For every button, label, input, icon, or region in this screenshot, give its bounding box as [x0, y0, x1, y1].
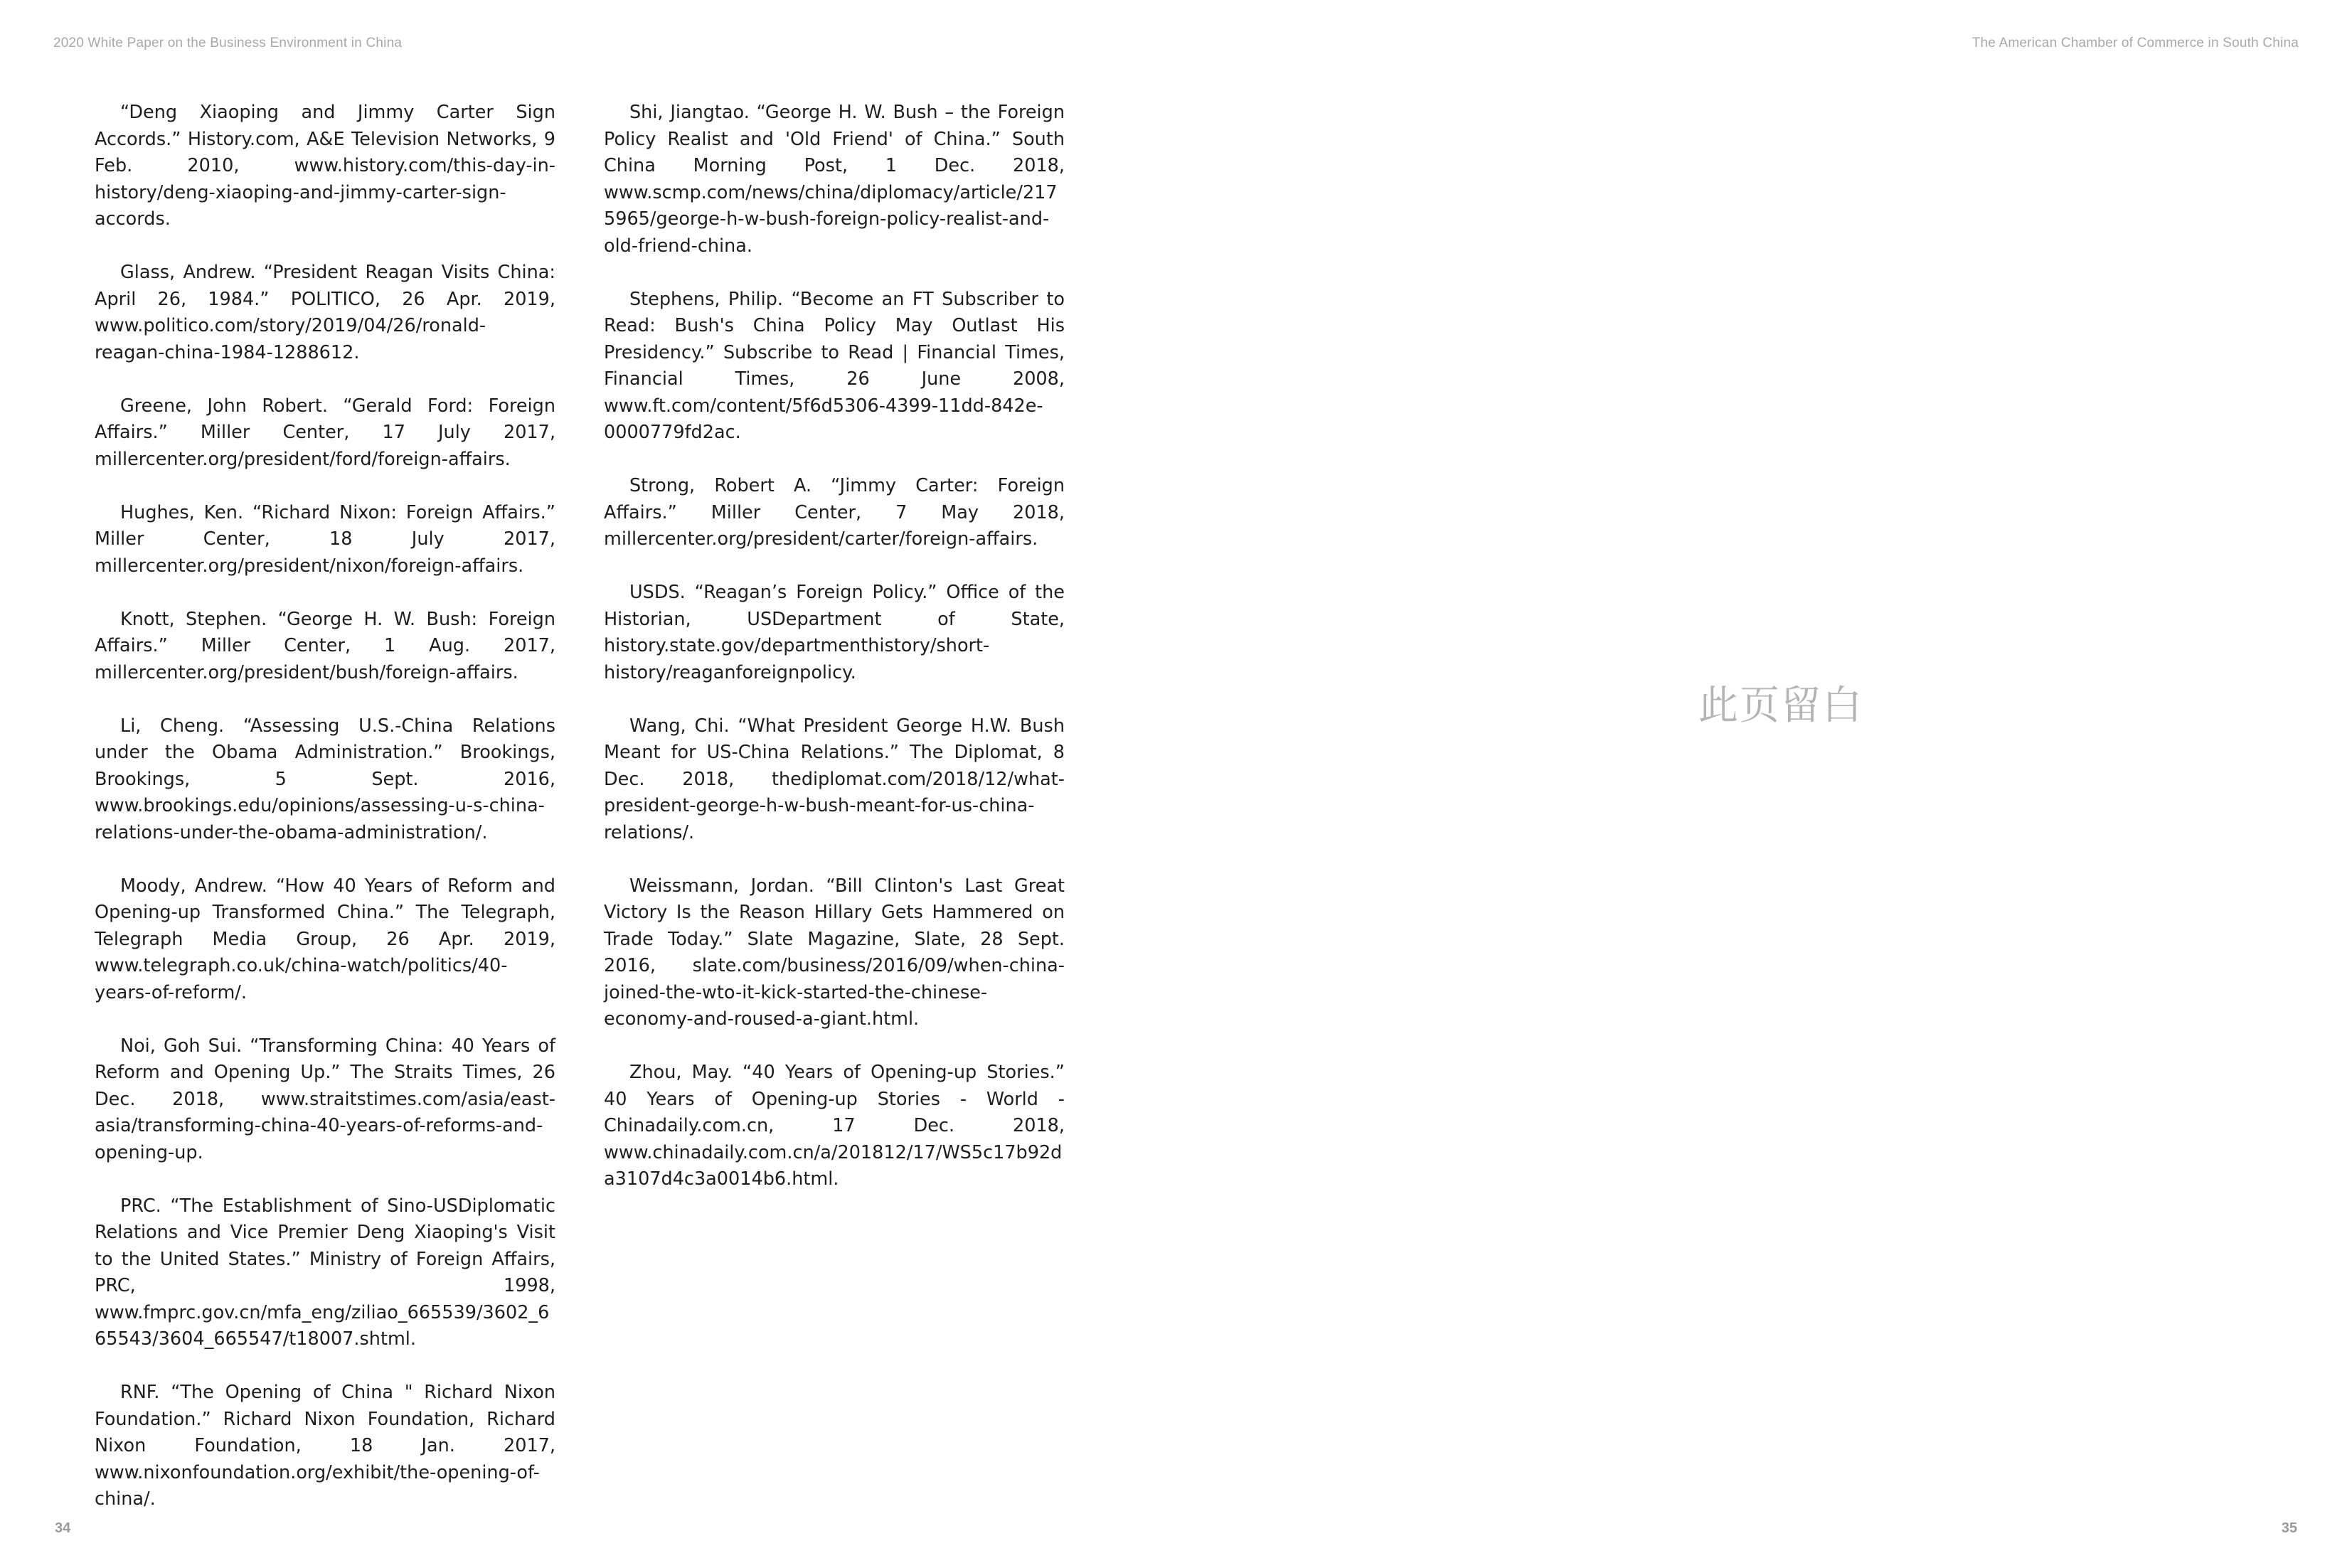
reference-entry: Glass, Andrew. “President Reagan Visits China: April 26, 1984.” POLITICO, 26 Apr. 2019, www.politico.com/story/2019/04/26/ronald-reagan-china-1984-1288612. — [95, 262, 555, 363]
reference-entry: Weissmann, Jordan. “Bill Clinton's Last Great Victory Is the Reason Hillary Gets Hammered on Trade Today.” Slate Magazine, Slate, 28 Sept. 2016, slate.com/business/2016/09/when-china-joined-the-wto-it-kick-started-the-chinese-economy-and-roused-a-giant.html. — [604, 875, 1065, 1030]
reference-entry: “Deng Xiaoping and Jimmy Carter Sign Accords.” History.com, A&E Television Networks, 9 Feb. 2010, www.history.com/this-day-in-history/deng-xiaoping-and-jimmy-carter-sign-accords. — [95, 102, 555, 230]
reference-entry: Shi, Jiangtao. “George H. W. Bush – the Foreign Policy Realist and 'Old Friend' of China.” South China Morning Post, 1 Dec. 2018, www.scmp.com/news/china/diplomacy/article/2175965/george-h-w-bush-foreign-policy-realist-and-old-friend-china. — [604, 102, 1065, 257]
reference-entry: Strong, Robert A. “Jimmy Carter: Foreign Affairs.” Miller Center, 7 May 2018, millercenter.org/president/carter/foreign-affairs. — [604, 475, 1065, 550]
reference-entry: Li, Cheng. “Assessing U.S.-China Relations under the Obama Administration.” Brookings, Brookings, 5 Sept. 2016, www.brookings.edu/opinions/assessing-u-s-china-relations-under-the-obama-administration/. — [95, 715, 555, 843]
reference-entry: USDS. “Reagan’s Foreign Policy.” Office of the Historian, USDepartment of State, history.state.gov/departmenthistory/short-history/reaganforeignpolicy. — [604, 582, 1065, 683]
reference-entry: PRC. “The Establishment of Sino-USDiplomatic Relations and Vice Premier Deng Xiaoping's Visit to the United States.” Ministry of Foreign Affairs, PRC, 1998, www.fmprc.gov.cn/mfa_eng/ziliao_665539/3602_665543/3604_665547/t18007.shtml. — [95, 1195, 555, 1350]
reference-entry: Knott, Stephen. “George H. W. Bush: Foreign Affairs.” Miller Center, 1 Aug. 2017, millercenter.org/president/bush/foreign-affairs. — [95, 608, 555, 683]
reference-entry: Zhou, May. “40 Years of Opening-up Stories.” 40 Years of Opening-up Stories - World - Chinadaily.com.cn, 17 Dec. 2018, www.chinadaily.com.cn/a/201812/17/WS5c17b92da3107d4c3a0014b6.html. — [604, 1062, 1065, 1190]
references-column-left — [95, 100, 555, 1540]
page-number-right: 35 — [2281, 1520, 2297, 1536]
reference-entry: Wang, Chi. “What President George H.W. Bush Meant for US-China Relations.” The Diplomat, 8 Dec. 2018, thediplomat.com/2018/12/what-president-george-h-w-bush-meant-for-us-china-relations/. — [604, 715, 1065, 843]
references-column-right — [604, 100, 1065, 1220]
running-header-right: The American Chamber of Commerce in South China — [1971, 36, 2299, 50]
blank-page-note: 此页留白 — [1698, 683, 1863, 729]
reference-entry: Stephens, Philip. “Become an FT Subscriber to Read: Bush's China Policy May Outlast His Presidency.” Subscribe to Read | Financial Times, Financial Times, 26 June 2008, www.ft.com/content/5f6d5306-4399-11dd-842e-0000779fd2ac. — [604, 288, 1065, 443]
reference-entry: Greene, John Robert. “Gerald Ford: Foreign Affairs.” Miller Center, 17 July 2017, millercenter.org/president/ford/foreign-affairs. — [95, 395, 555, 470]
running-header-left: 2020 White Paper on the Business Environment in China — [53, 36, 403, 50]
page-number-left: 34 — [55, 1520, 71, 1536]
reference-entry: Noi, Goh Sui. “Transforming China: 40 Years of Reform and Opening Up.” The Straits Times, 26 Dec. 2018, www.straitstimes.com/asia/east-asia/transforming-china-40-years-of-reforms-and-opening-up. — [95, 1035, 555, 1163]
reference-entry: RNF. “The Opening of China " Richard Nixon Foundation.” Richard Nixon Foundation, Richard Nixon Foundation, 18 Jan. 2017, www.nixonfoundation.org/exhibit/the-opening-of-china/. — [95, 1382, 555, 1510]
reference-entry: Hughes, Ken. “Richard Nixon: Foreign Affairs.” Miller Center, 18 July 2017, millercenter.org/president/nixon/foreign-affairs. — [95, 501, 555, 577]
reference-entry: Moody, Andrew. “How 40 Years of Reform and Opening-up Transformed China.” The Telegraph, Telegraph Media Group, 26 Apr. 2019, www.telegraph.co.uk/china-watch/politics/40-years-of-reform/. — [95, 875, 555, 1003]
